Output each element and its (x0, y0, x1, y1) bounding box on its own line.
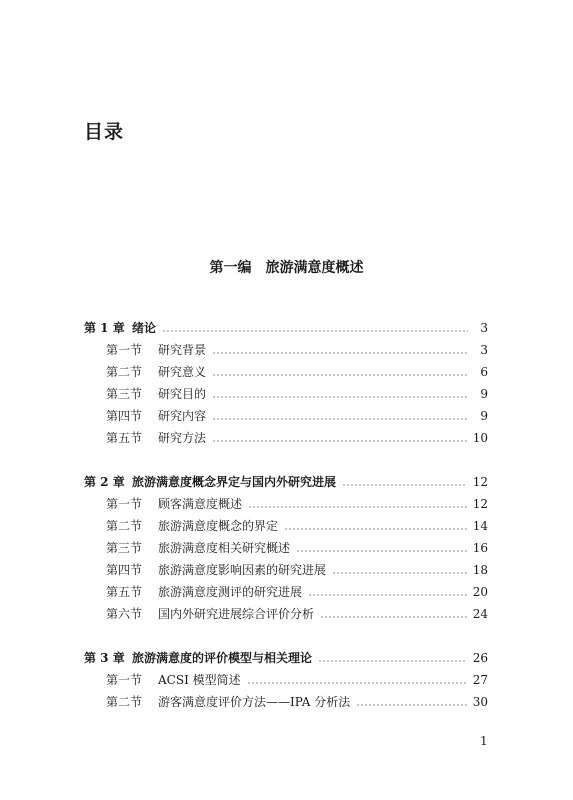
section-title: 旅游满意度测评的研究进展 (158, 585, 303, 599)
dot-leader (308, 594, 467, 596)
dot-leader (162, 330, 468, 332)
toc-section-entry[interactable] (84, 335, 488, 357)
chapter-label: 第 1 章 (84, 321, 125, 335)
toc-section-entry[interactable] (84, 401, 488, 423)
toc-title: 目录 (84, 121, 125, 143)
section-title: 研究内容 (158, 409, 207, 423)
chapter-spacer (84, 621, 488, 643)
page-ref: 9 (480, 387, 488, 401)
dot-leader (212, 396, 468, 398)
section-label: 第一节 (106, 343, 143, 357)
toc-chapter-entry[interactable] (84, 643, 488, 665)
section-label: 第五节 (106, 431, 143, 445)
page-ref: 3 (480, 321, 488, 335)
part-label: 第一编 (209, 260, 252, 276)
toc-section-entry[interactable] (84, 687, 488, 709)
toc-chapter-entry[interactable] (84, 467, 488, 489)
toc-section-entry[interactable] (84, 665, 488, 687)
toc-section-entry[interactable] (84, 489, 488, 511)
chapter-title: 旅游满意度的评价模型与相关理论 (132, 651, 313, 665)
chapter-title: 绪论 (132, 321, 157, 335)
part-name: 旅游满意度概述 (265, 260, 364, 276)
page-ref: 30 (472, 695, 488, 709)
toc-chapter-entry[interactable] (84, 313, 488, 335)
toc-section-entry[interactable] (84, 599, 488, 621)
section-title: ACSI 模型简述 (158, 673, 241, 687)
page-ref: 24 (472, 607, 488, 621)
section-label: 第六节 (106, 607, 143, 621)
section-label: 第一节 (106, 497, 143, 511)
toc-section-entry[interactable] (84, 423, 488, 445)
page-ref: 18 (472, 563, 488, 577)
part-heading (0, 257, 573, 277)
section-label: 第二节 (106, 365, 143, 379)
section-label: 第二节 (106, 519, 143, 533)
section-title: 国内外研究进展综合评价分析 (158, 607, 315, 621)
dot-leader (296, 550, 467, 552)
section-label: 第四节 (106, 409, 143, 423)
page-ref: 26 (472, 651, 488, 665)
page-ref: 12 (472, 475, 488, 489)
toc-section-entry[interactable] (84, 379, 488, 401)
page-ref: 20 (472, 585, 488, 599)
section-title: 研究意义 (158, 365, 207, 379)
chapter-label: 第 2 章 (84, 475, 125, 489)
chapter-spacer (84, 445, 488, 467)
page-number: 1 (480, 734, 488, 748)
page-ref: 27 (472, 673, 488, 687)
section-title: 研究方法 (158, 431, 207, 445)
toc-section-entry[interactable] (84, 577, 488, 599)
section-label: 第四节 (106, 563, 143, 577)
dot-leader (284, 528, 467, 530)
section-title: 研究目的 (158, 387, 207, 401)
toc-section-entry[interactable] (84, 533, 488, 555)
chapter-label: 第 3 章 (84, 651, 125, 665)
section-title: 顾客满意度概述 (158, 497, 243, 511)
section-title: 旅游满意度概念的界定 (158, 519, 279, 533)
dot-leader (356, 704, 467, 706)
chapter-title: 旅游满意度概念界定与国内外研究进展 (132, 475, 337, 489)
toc-section-entry[interactable] (84, 511, 488, 533)
toc-section-entry[interactable] (84, 357, 488, 379)
section-title: 游客满意度评价方法——IPA 分析法 (158, 695, 351, 709)
page-ref: 12 (472, 497, 488, 511)
dot-leader (248, 506, 467, 508)
dot-leader (212, 440, 467, 442)
page-ref: 10 (472, 431, 488, 445)
dot-leader (320, 616, 467, 618)
dot-leader (212, 352, 468, 354)
page-ref: 3 (480, 343, 488, 357)
section-label: 第三节 (106, 541, 143, 555)
section-label: 第五节 (106, 585, 143, 599)
page-ref: 6 (480, 365, 488, 379)
dot-leader (318, 660, 467, 662)
section-label: 第一节 (106, 673, 143, 687)
dot-leader (332, 572, 467, 574)
toc-section-entry[interactable] (84, 555, 488, 577)
dot-leader (212, 418, 468, 420)
table-of-contents (84, 313, 488, 709)
page-ref: 16 (472, 541, 488, 555)
section-label: 第三节 (106, 387, 143, 401)
dot-leader (212, 374, 468, 376)
dot-leader (342, 484, 467, 486)
section-title: 研究背景 (158, 343, 207, 357)
section-label: 第二节 (106, 695, 143, 709)
page-ref: 14 (472, 519, 488, 533)
section-title: 旅游满意度相关研究概述 (158, 541, 291, 555)
section-title: 旅游满意度影响因素的研究进展 (158, 563, 327, 577)
page-ref: 9 (480, 409, 488, 423)
dot-leader (247, 682, 467, 684)
